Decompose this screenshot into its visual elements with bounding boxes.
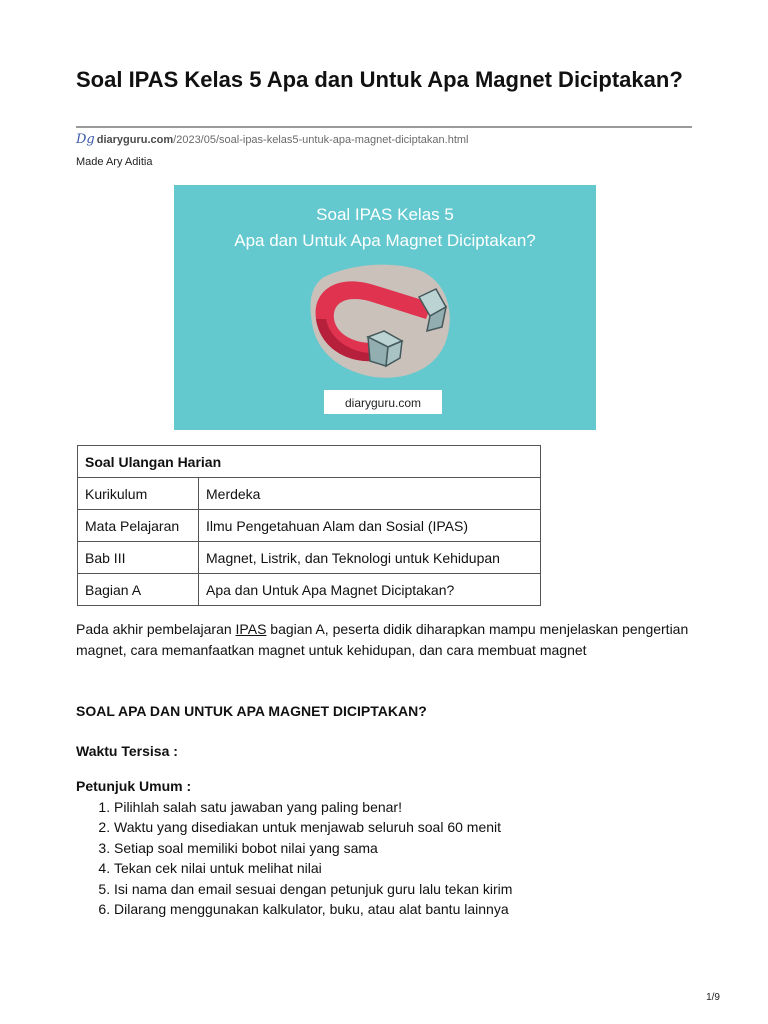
title-divider — [76, 126, 692, 128]
diaryguru-logo-icon: Dg — [76, 132, 95, 147]
table-cell-value: Apa dan Untuk Apa Magnet Diciptakan? — [199, 574, 541, 606]
hero-badge: diaryguru.com — [344, 396, 422, 410]
page-title: Soal IPAS Kelas 5 Apa dan Untuk Apa Magnet Diciptakan? — [76, 67, 683, 92]
table-row — [78, 574, 541, 606]
hero-title-line2: Apa dan Untuk Apa Magnet Diciptakan? — [234, 231, 536, 250]
intro-text-before: Pada akhir pembelajaran — [76, 621, 236, 637]
list-item: 2. Waktu yang disediakan untuk menjawab seluruh soal 60 menit — [114, 817, 512, 837]
hero-image — [174, 185, 596, 430]
list-item: 1. Pilihlah salah satu jawaban yang paling benar! — [114, 797, 512, 817]
list-item: 4. Tekan cek nilai untuk melihat nilai — [114, 858, 512, 878]
list-item: 5. Isi nama dan email sesuai dengan petunjuk guru lalu tekan kirim — [114, 879, 512, 899]
list-item: 3. Setiap soal memiliki bobot nilai yang sama — [114, 838, 512, 858]
waktu-tersisa-label: Waktu Tersisa : — [76, 743, 178, 759]
table-row — [78, 542, 541, 574]
author-name: Made Ary Aditia — [76, 156, 153, 168]
table-header: Soal Ulangan Harian — [78, 446, 541, 478]
page-number: 1/9 — [706, 992, 720, 1003]
table-cell-label: Bagian A — [78, 574, 199, 606]
info-table — [77, 445, 541, 606]
soal-heading: SOAL APA DAN UNTUK APA MAGNET DICIPTAKAN? — [76, 703, 427, 719]
table-cell-label: Mata Pelajaran — [78, 510, 199, 542]
intro-paragraph — [76, 619, 692, 660]
table-header-row — [78, 446, 541, 478]
source-line — [76, 133, 469, 147]
petunjuk-list — [76, 797, 512, 919]
source-path: /2023/05/soal-ipas-kelas5-untuk-apa-magnet-diciptakan.html — [173, 134, 469, 146]
table-row — [78, 510, 541, 542]
table-row — [78, 478, 541, 510]
source-link[interactable] — [97, 134, 469, 146]
source-host: diaryguru.com — [96, 134, 174, 146]
list-item: 6. Dilarang menggunakan kalkulator, buku, atau alat bantu lainnya — [114, 899, 512, 919]
table-cell-value: Merdeka — [199, 478, 541, 510]
table-cell-label: Kurikulum — [78, 478, 199, 510]
intro-text-after: bagian A, peserta didik diharapkan mampu menjelaskan pengertian magnet, cara memanfaatkan magnet untuk kehidupan, dan cara membuat magnet — [76, 621, 689, 658]
ipas-link[interactable]: IPAS — [235, 621, 267, 637]
hero-title-line1: Soal IPAS Kelas 5 — [316, 205, 454, 224]
table-cell-value: Ilmu Pengetahuan Alam dan Sosial (IPAS) — [199, 510, 541, 542]
table-cell-label: Bab III — [78, 542, 199, 574]
petunjuk-umum-label: Petunjuk Umum : — [76, 778, 192, 794]
table-cell-value: Magnet, Listrik, dan Teknologi untuk Kehidupan — [199, 542, 541, 574]
